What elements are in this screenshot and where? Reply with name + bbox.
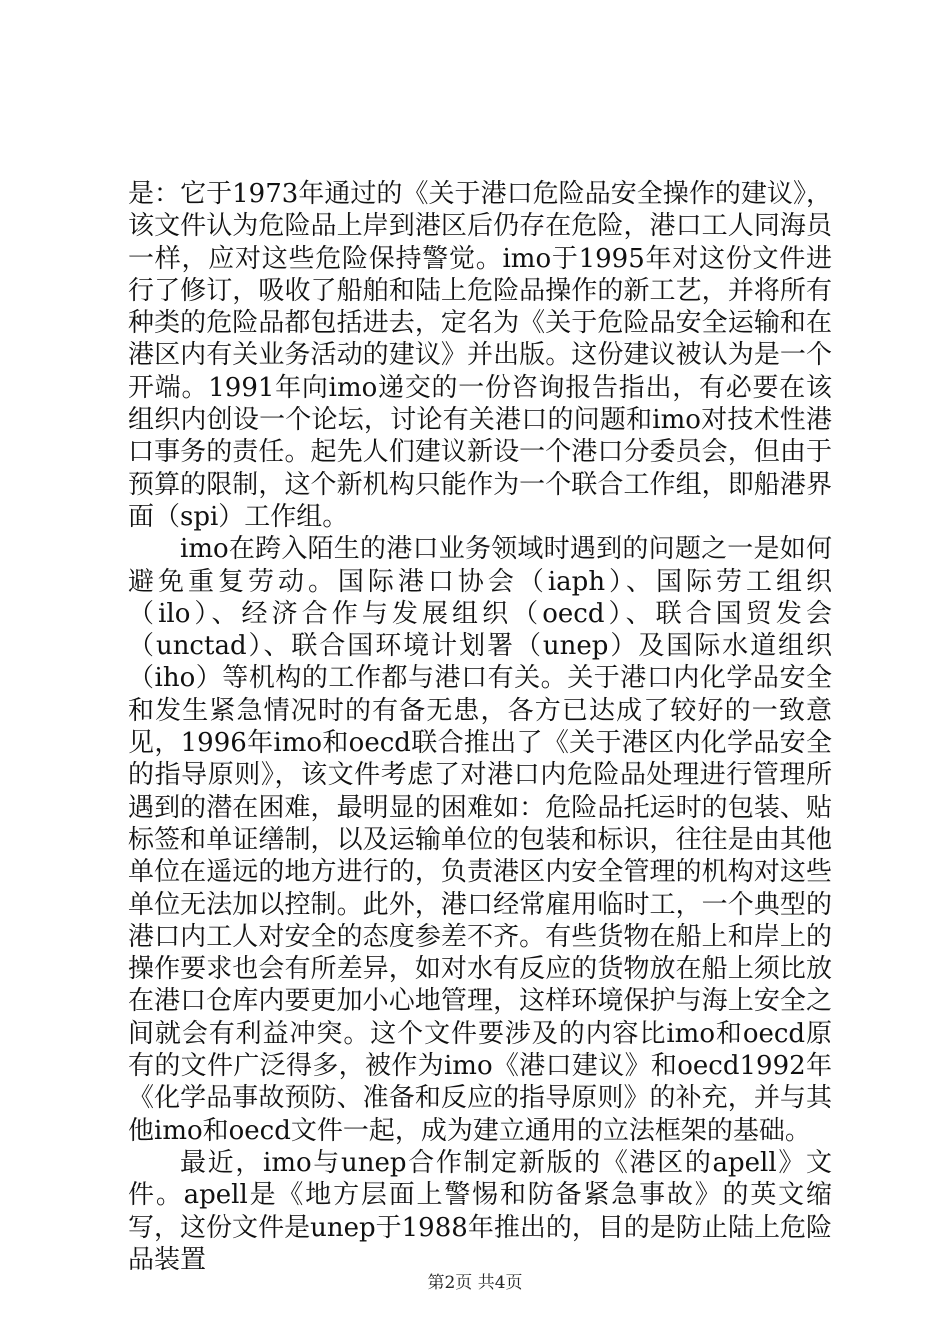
page-number-footer: 第2页 共4页 [427,1273,523,1293]
body-paragraph-3: 最近，imo与unep合作制定新版的《港区的apell》文件。apell是《地方层面上警惕和防备紧急事故》的英文缩写，这份文件是unep于1988年推出的，目的是防止陆上危险品装置 [128,1147,832,1275]
body-paragraph-1: 是：它于1973年通过的《关于港口危险品安全操作的建议》，该文件认为危险品上岸到港区后仍存在危险，港口工人同海员一样，应对这些危险保持警觉。imo于1995年对这份文件进行了修订，吸收了船舶和陆上危险品操作的新工艺，并将所有种类的危险品都包括进去，定名为《关于危险品安全运输和在港区内有关业务活动的建议》并出版。这份建议被认为是一个开端。1991年向imo递交的一份咨询报告指出，有必要在该组织内创设一个论坛，讨论有关港口的问题和imo对技术性港口事务的责任。起先人们建议新设一个港口分委员会，但由于预算的限制，这个新机构只能作为一个联合工作组，即船港界面（spi）工作组。 [128,179,832,532]
document-body [128,178,832,1276]
body-paragraph-2: imo在跨入陌生的港口业务领域时遇到的问题之一是如何避免重复劳动。国际港口协会（iaph）、国际劳工组织（ilo）、经济合作与发展组织（oecd）、联合国贸发会（unctad）、联合国环境计划署（unep）及国际水道组织（iho）等机构的工作都与港口有关。关于港口内化学品安全和发生紧急情况时的有备无患，各方已达成了较好的一致意见，1996年imo和oecd联合推出了《关于港区内化学品安全的指导原则》，该文件考虑了对港口内危险品处理进行管理所遇到的潜在困难，最明显的困难如：危险品托运时的包装、贴标签和单证缮制，以及运输单位的包装和标识，往往是由其他单位在遥远的地方进行的，负责港区内安全管理的机构对这些单位无法加以控制。此外，港口经常雇用临时工，一个典型的港口内工人对安全的态度参差不齐。有些货物在船上和岸上的操作要求也会有所差异，如对水有反应的货物放在船上须比放在港口仓库内要更加小心地管理，这样环境保护与海上安全之间就会有利益冲突。这个文件要涉及的内容比imo和oecd原有的文件广泛得多，被作为imo《港口建议》和oecd1992年《化学品事故预防、准备和反应的指导原则》的补充，并与其他imo和oecd文件一起，成为建立通用的立法框架的基础。 [128,534,832,1146]
